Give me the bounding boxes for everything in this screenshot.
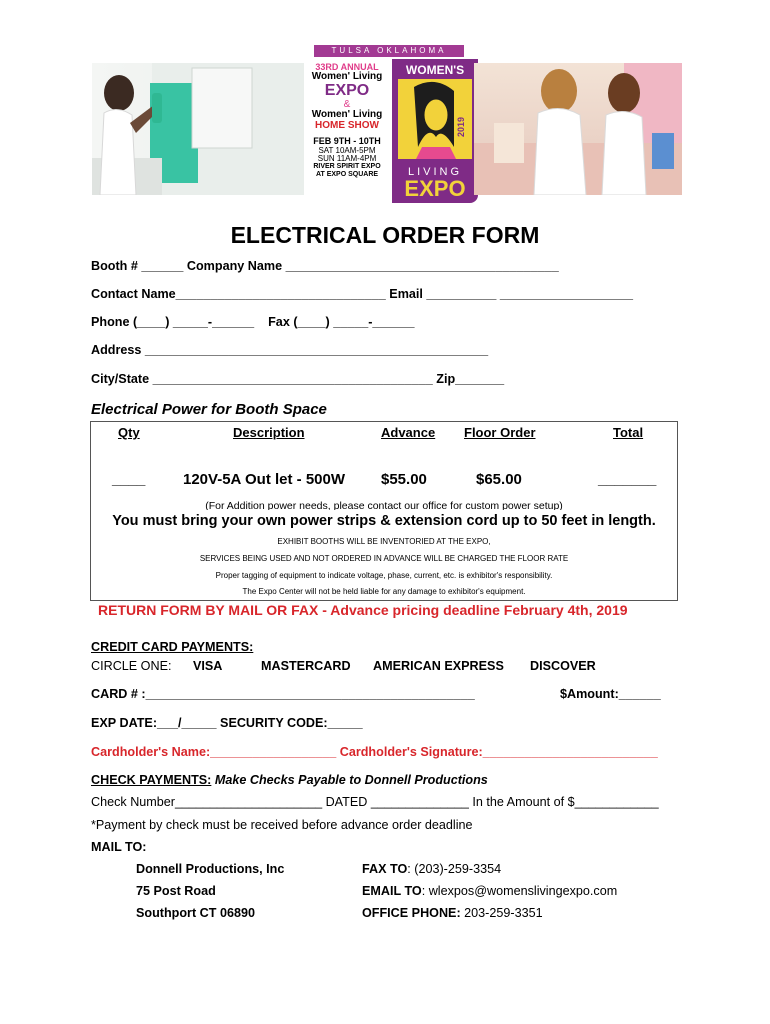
expo-text: EXPO [324, 81, 370, 99]
mail-city: Southport CT 06890 [136, 906, 255, 920]
credit-heading: CREDIT CARD PAYMENTS: [91, 640, 254, 654]
painting-illustration [92, 63, 304, 195]
expo-logo-block [304, 45, 474, 205]
office-phone-number: 203-259-3351 [460, 906, 543, 920]
email-label: EMAIL TO [362, 884, 422, 898]
email-line [362, 884, 617, 898]
address-field[interactable]: Address _________________________________________________ [91, 343, 489, 357]
sat-hours: SAT 10AM-5PM [318, 145, 376, 155]
office-phone-line [362, 906, 543, 920]
event-details [304, 59, 390, 203]
power-strips-notice: You must bring your own power strips & extension cord up to 50 feet in length. [112, 513, 656, 529]
woman-face-icon [392, 77, 478, 161]
shopping-illustration [474, 63, 682, 195]
logo-top-text: WOMEN'S [405, 63, 465, 77]
booth-company-field[interactable]: Booth # ______ Company Name _______________________________________ [91, 259, 559, 273]
woman-painting-photo [92, 63, 304, 195]
mail-company: Donnell Productions, Inc [136, 862, 285, 876]
form-title: ELECTRICAL ORDER FORM [230, 222, 540, 248]
check-heading-row [91, 773, 488, 787]
event-name: Women' Living [311, 71, 383, 83]
power-section-heading: Electrical Power for Booth Space [91, 401, 327, 418]
check-heading: CHECK PAYMENTS: [91, 773, 212, 787]
qty-input[interactable]: ____ [112, 471, 146, 488]
card-option-mastercard[interactable]: MASTERCARD [261, 659, 351, 673]
custom-power-note: (For Addition power needs, please contact our office for custom power setup) [205, 500, 563, 510]
cardholder-fields[interactable]: Cardholder's Name:__________________ Cardholder's Signature:_________________________ [91, 745, 658, 759]
card-option-amex[interactable]: AMERICAN EXPRESS [373, 659, 504, 673]
email-address[interactable]: : wlexpos@womenslivingexpo.com [421, 884, 618, 898]
check-deadline-note: *Payment by check must be received before advance order deadline [91, 818, 473, 832]
col-advance: Advance [381, 425, 436, 440]
women-shopping-photo [474, 63, 682, 195]
homeshow-text: HOME SHOW [315, 119, 379, 131]
fax-label: FAX TO [362, 862, 408, 876]
venue-text: RIVER SPIRIT EXPO [313, 163, 381, 171]
fax-line [362, 862, 501, 876]
card-number-field[interactable]: CARD # :_______________________________________________ [91, 687, 475, 701]
sun-hours: SUN 11AM-4PM [317, 154, 377, 164]
col-qty: Qty [118, 425, 140, 440]
office-phone-label: OFFICE PHONE: [362, 906, 461, 920]
floor-price: $65.00 [476, 471, 522, 488]
phone-fax-field[interactable]: Phone (____) _____-______ Fax (____) _____-______ [91, 315, 415, 329]
dates-text: FEB 9TH - 10TH [313, 136, 381, 147]
col-floor-order: Floor Order [464, 425, 536, 440]
return-form-notice: RETURN FORM BY MAIL OR FAX - Advance pricing deadline February 4th, 2019 [98, 602, 628, 618]
header-banner [92, 45, 682, 205]
col-description: Description [233, 425, 305, 440]
event-name-2: Women' Living [311, 109, 383, 121]
advance-price: $55.00 [381, 471, 427, 488]
womens-living-expo-logo [392, 59, 478, 203]
logo-bottom-text: EXPO [404, 176, 466, 201]
outlet-description: 120V-5A Out let - 500W [183, 471, 345, 488]
location-strip: TULSA OKLAHOMA [314, 45, 464, 57]
tagging-notice: Proper tagging of equipment to indicate voltage, phase, current, etc. is exhibitor's responsibility. [215, 571, 553, 580]
check-number-field[interactable]: Check Number_____________________ DATED ______________ In the Amount of $____________ [91, 795, 659, 809]
city-zip-field[interactable]: City/State ________________________________________ Zip_______ [91, 372, 505, 386]
venue-text-2: AT EXPO SQUARE [315, 170, 379, 178]
floor-rate-notice: SERVICES BEING USED AND NOT ORDERED IN ADVANCE WILL BE CHARGED THE FLOOR RATE [199, 554, 569, 563]
fax-number: : (203)-259-3354 [407, 862, 502, 876]
exp-security-field[interactable]: EXP DATE:___/_____ SECURITY CODE:_____ [91, 716, 363, 730]
circle-one-label: CIRCLE ONE: [91, 659, 172, 673]
annual-text: 33RD ANNUAL [315, 62, 379, 72]
inventory-notice: EXHIBIT BOOTHS WILL BE INVENTORIED AT THE EXPO, [277, 537, 491, 546]
payable-text: Make Checks Payable to Donnell Productions [214, 773, 488, 787]
mail-street: 75 Post Road [136, 884, 216, 898]
card-option-discover[interactable]: DISCOVER [530, 659, 596, 673]
col-total: Total [613, 425, 644, 440]
contact-email-field[interactable]: Contact Name______________________________ Email __________ ___________________ [91, 287, 634, 301]
total-input[interactable]: _______ [598, 471, 657, 488]
card-option-visa[interactable]: VISA [193, 659, 223, 673]
mail-to-heading: MAIL TO: [91, 840, 147, 854]
logo-mid-text: LIVING [407, 166, 463, 178]
ampersand: & [343, 98, 351, 110]
liability-notice: The Expo Center will not be held liable for any damage to exhibitor's equipment. [242, 587, 526, 596]
logo-year: 2019 [456, 116, 466, 137]
amount-field[interactable]: $Amount:______ [560, 687, 661, 701]
